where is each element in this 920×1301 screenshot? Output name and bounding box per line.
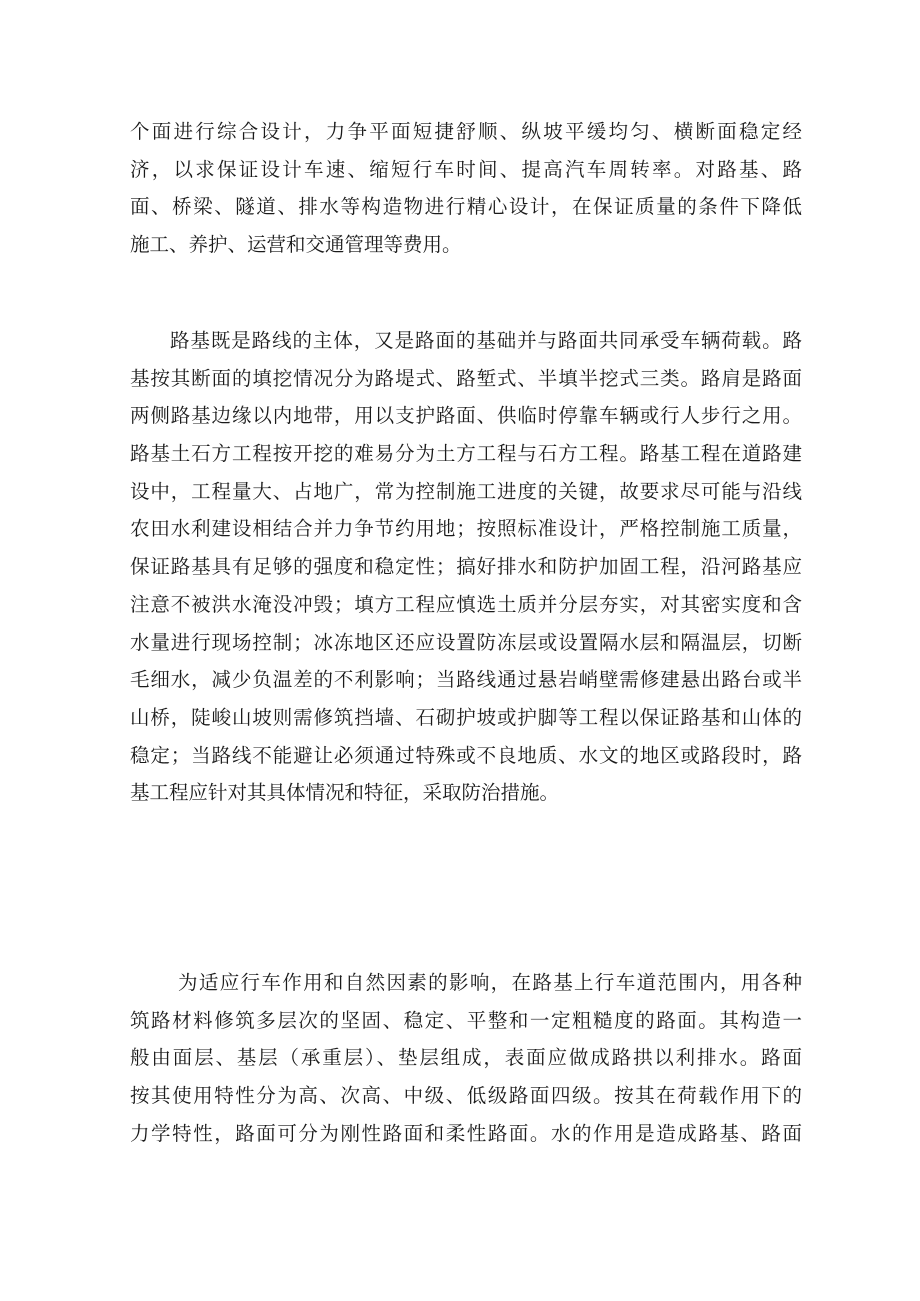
text-line: 设中，工程量大、占地广，常为控制施工进度的关键，故要求尽可能与沿线 bbox=[130, 479, 802, 503]
text-line: 注意不被洪水淹没冲毁；填方工程应慎选土质并分层夯实，对其密实度和含 bbox=[130, 592, 802, 616]
text-line: 路基土石方工程按开挖的难易分为土方工程与石方工程。路基工程在道路建 bbox=[130, 442, 802, 466]
text-line: 施工、养护、运营和交通管理等费用。 bbox=[130, 233, 462, 257]
text-line: 面、桥梁、隧道、排水等构造物进行精心设计，在保证质量的条件下降低 bbox=[130, 195, 802, 219]
text-line: 保证路基具有足够的强度和稳定性；搞好排水和防护加固工程，沿河路基应 bbox=[130, 555, 802, 579]
text-line: 水量进行现场控制；冰冻地区还应设置防冻层或设置隔水层和隔温层，切断 bbox=[130, 630, 802, 654]
paragraph-route-design bbox=[130, 113, 802, 264]
text-line: 农田水利建设相结合并力争节约用地；按照标准设计，严格控制施工质量， bbox=[130, 517, 802, 541]
text-line: 按其使用特性分为高、次高、中级、低级路面四级。按其在荷载作用下的 bbox=[130, 1084, 802, 1108]
text-line: 路基既是路线的主体，又是路面的基础并与路面共同承受车辆荷载。路 bbox=[170, 329, 802, 352]
text-line: 为适应行车作用和自然因素的影响，在路基上行车道范围内，用各种 bbox=[178, 971, 802, 994]
text-line: 两侧路基边缘以内地带，用以支护路面、供临时停靠车辆或行人步行之用。 bbox=[130, 404, 802, 428]
paragraph-subgrade bbox=[130, 322, 802, 812]
text-line: 稳定；当路线不能避让必须通过特殊或不良地质、水文的地区或路段时，路 bbox=[130, 743, 802, 767]
text-line: 基工程应针对其具体情况和特征，采取防治措施。 bbox=[130, 781, 560, 805]
text-line: 基按其断面的填挖情况分为路堤式、路堑式、半填半挖式三类。路肩是路面 bbox=[130, 366, 802, 390]
text-line: 毛细水，减少负温差的不利影响；当路线通过悬岩峭壁需修建悬出路台或半 bbox=[130, 668, 802, 692]
paragraph-pavement bbox=[130, 964, 802, 1152]
text-line: 个面进行综合设计，力争平面短捷舒顺、纵坡平缓均匀、横断面稳定经 bbox=[130, 120, 802, 143]
text-line: 山桥，陡峻山坡则需修筑挡墙、石砌护坡或护脚等工程以保证路基和山体的 bbox=[130, 705, 802, 729]
text-line: 力学特性，路面可分为刚性路面和柔性路面。水的作用是造成路基、路面 bbox=[130, 1121, 802, 1145]
text-line: 筑路材料修筑多层次的坚固、稳定、平整和一定粗糙度的路面。其构造一 bbox=[130, 1008, 802, 1032]
text-line: 济，以求保证设计车速、缩短行车时间、提高汽车周转率。对路基、路 bbox=[130, 157, 802, 181]
text-line: 般由面层、基层（承重层）、垫层组成，表面应做成路拱以利排水。路面 bbox=[130, 1046, 802, 1070]
